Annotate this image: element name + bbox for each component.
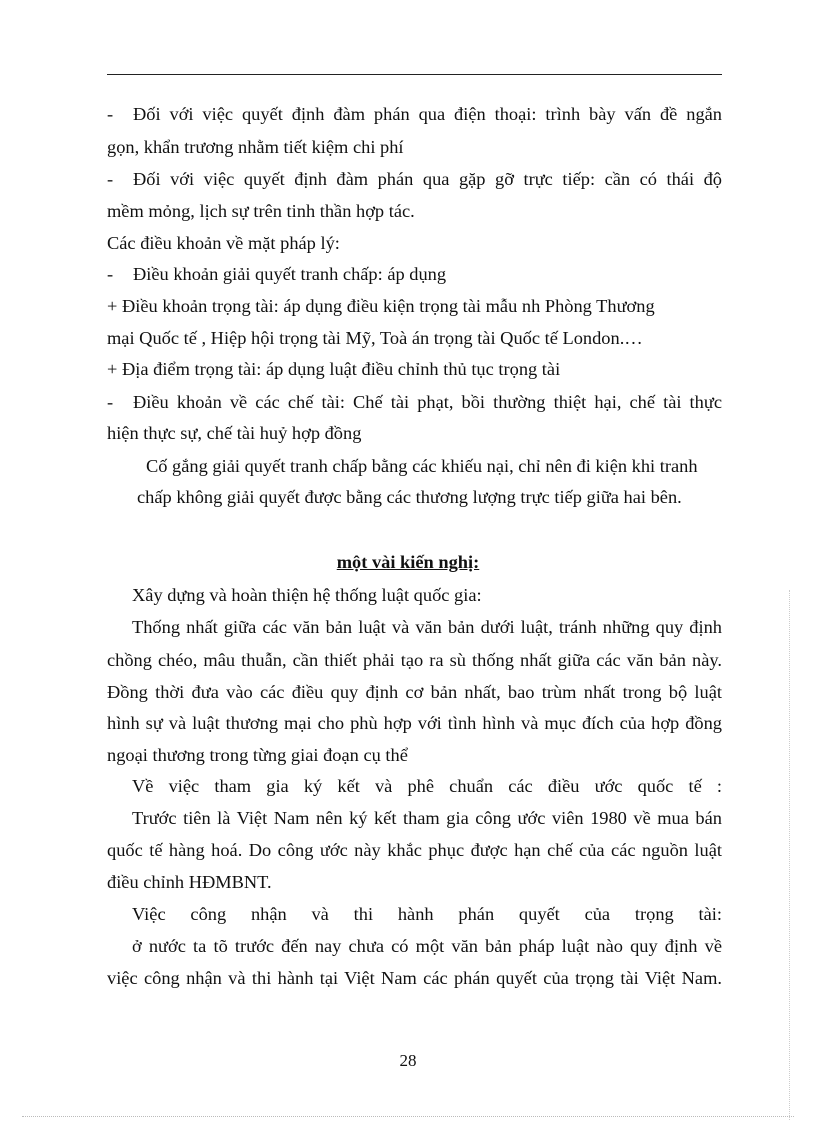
text-line: Cố gắng giải quyết tranh chấp bằng các khiếu nại, chỉ nên đi kiện khi tranh	[146, 456, 698, 476]
text-line: + Địa điểm trọng tài: áp dụng luật điều chỉnh thủ tục trọng tài	[107, 359, 561, 379]
text-line: chồng chéo, mâu thuẫn, cần thiết phải tạo ra sù thống nhất giữa các văn bản này.	[107, 650, 722, 670]
text-line: ngoại thương trong từng giai đoạn cụ thể	[107, 745, 408, 765]
header-rule	[107, 74, 722, 75]
text-line: Về việc tham gia ký kết và phê chuẩn các điều ước quốc tế :	[132, 776, 722, 796]
text-line: Xây dựng và hoàn thiện hệ thống luật quốc gia:	[132, 585, 482, 605]
text-line: + Điều khoản trọng tài: áp dụng điều kiện trọng tài mẫu nh Phòng Thương	[107, 296, 655, 316]
text-line: Đồng thời đưa vào các điều quy định cơ bản nhất, bao trùm nhất trong bộ luật	[107, 682, 722, 702]
text-line: Các điều khoản về mặt pháp lý:	[107, 233, 340, 253]
text-line: - Đối với việc quyết định đàm phán qua điện thoại: trình bày vấn đề ngắn	[107, 104, 722, 124]
text-line: điều chỉnh HĐMBNT.	[107, 872, 272, 892]
text-line: - Điều khoản về các chế tài: Chế tài phạt, bồi thường thiệt hại, chế tài thực	[107, 392, 722, 412]
text-line: mại Quốc tế , Hiệp hội trọng tài Mỹ, Toà án trọng tài Quốc tế London.…	[107, 328, 643, 348]
text-line: quốc tế hàng hoá. Do công ước này khắc phục được hạn chế của các nguồn luật	[107, 840, 722, 860]
text-line: - Đối với việc quyết định đàm phán qua gặp gỡ trực tiếp: cần có thái độ	[107, 169, 722, 189]
bullet-dash: -	[107, 169, 114, 189]
bullet-dash: -	[107, 104, 114, 124]
page-edge-dots	[789, 590, 790, 1120]
bullet-dash: -	[107, 392, 114, 412]
text-line: ở nước ta tõ trước đến nay chưa có một văn bản pháp luật nào quy định về	[132, 936, 722, 956]
text-line: mềm mỏng, lịch sự trên tinh thần hợp tác.	[107, 201, 415, 221]
text-line: Trước tiên là Việt Nam nên ký kết tham gia công ước viên 1980 về mua bán	[132, 808, 722, 828]
page-number: 28	[399, 1051, 417, 1070]
text-line: - Điều khoản giải quyết tranh chấp: áp dụng	[107, 264, 447, 284]
text-line: Thống nhất giữa các văn bản luật và văn bản dưới luật, tránh những quy định	[132, 617, 722, 637]
text-line: việc công nhận và thi hành tại Việt Nam các phán quyết của trọng tài Việt Nam.	[107, 968, 722, 988]
text-line: hình sự và luật thương mại cho phù hợp với tình hình và mục đích của hợp đồng	[107, 713, 722, 733]
bullet-dash: -	[107, 264, 114, 284]
text-line: Việc công nhận và thi hành phán quyết của trọng tài:	[132, 904, 722, 924]
text-line: gọn, khẩn trương nhằm tiết kiệm chi phí	[107, 137, 404, 157]
section-heading: một vài kiến nghị:	[336, 552, 480, 572]
text-line: hiện thực sự, chế tài huỷ hợp đồng	[107, 423, 362, 443]
text-line: chấp không giải quyết được bằng các thương lượng trực tiếp giữa hai bên.	[137, 487, 682, 507]
page-bottom-dots	[22, 1116, 794, 1117]
